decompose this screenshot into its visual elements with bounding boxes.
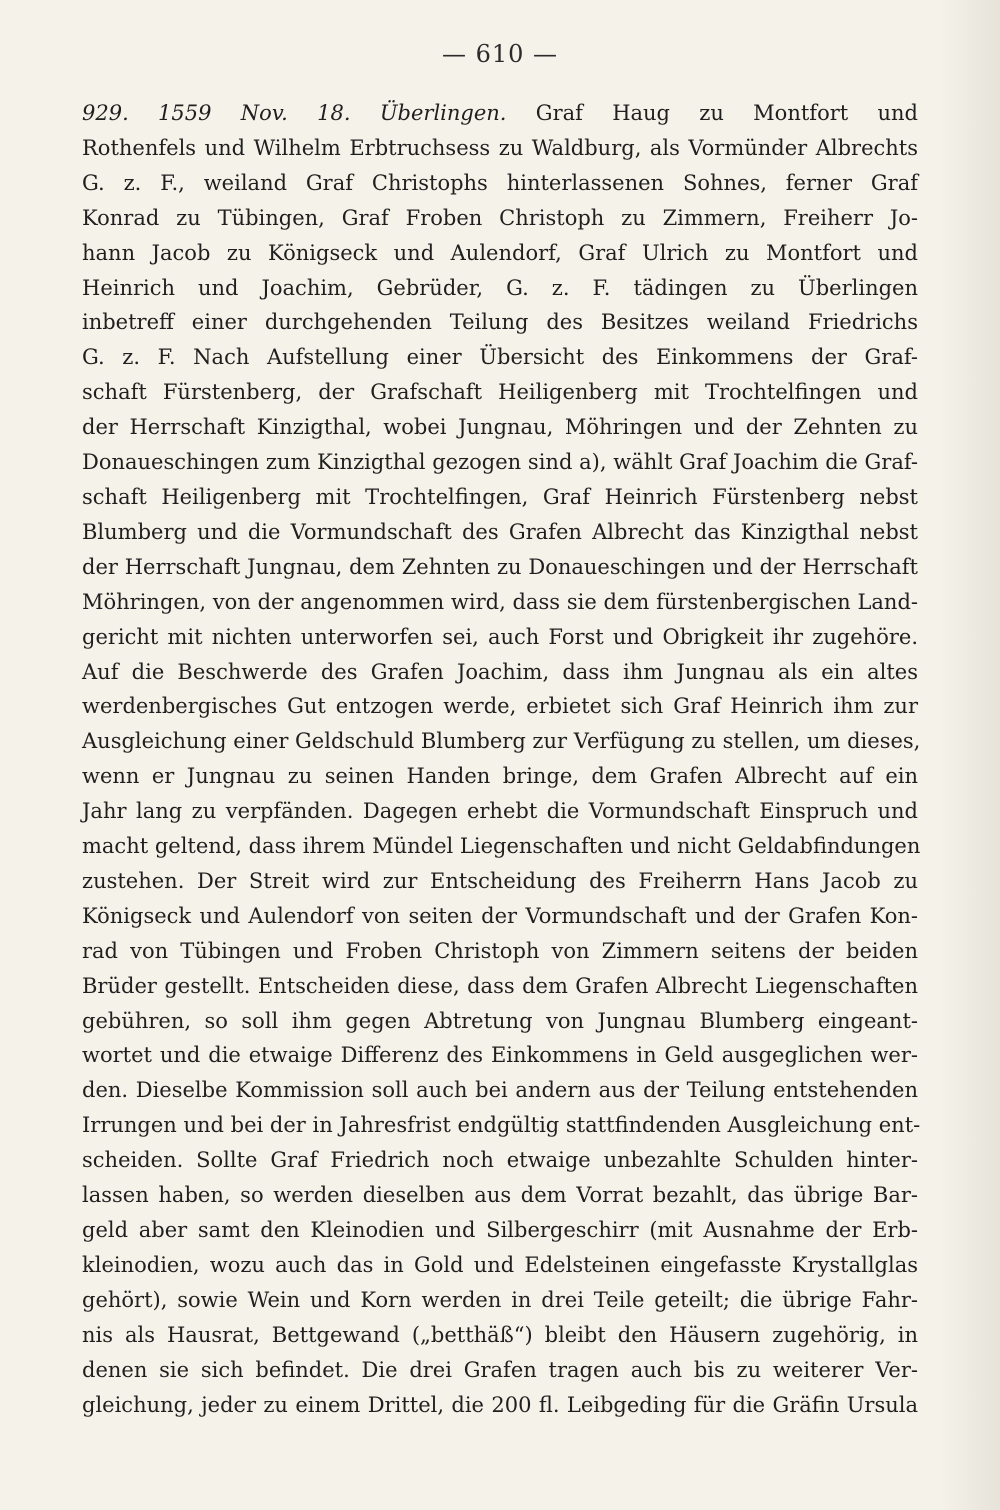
text-line: Irrungen und bei der in Jahresfrist endgültig stattfindenden Ausgleichung ent- <box>82 1113 921 1138</box>
text-line: G. z. F. Nach Aufstellung einer Übersicht des Einkommens der Graf- <box>82 345 918 370</box>
text-line: zustehen. Der Streit wird zur Entscheidung des Freiherrn Hans Jacob zu <box>82 868 918 893</box>
page-edge-shadow <box>940 0 1000 1510</box>
document-entry <box>82 96 921 1422</box>
text-line: der Herrschaft Kinzigthal, wobei Jungnau, Möhringen und der Zehnten zu <box>82 415 918 440</box>
text-line: lassen haben, so werden dieselben aus dem Vorrat bezahlt, das übrige Bar- <box>82 1183 918 1208</box>
text-line: schaft Fürstenberg, der Grafschaft Heiligenberg mit Trochtelfingen und <box>82 380 918 405</box>
text-line: rad von Tübingen und Froben Christoph von Zimmern seitens der beiden <box>82 938 918 963</box>
text-line-1-rest: Graf Haug zu Montfort und <box>535 101 918 125</box>
text-line: Auf die Beschwerde des Grafen Joachim, dass ihm Jungnau als ein altes <box>82 659 918 684</box>
text-line: der Herrschaft Jungnau, dem Zehnten zu Donaueschingen und der Herrschaft <box>82 554 918 579</box>
text-line: Donaueschingen zum Kinzigthal gezogen sind a), wählt Graf Joachim die Graf- <box>82 450 918 475</box>
text-line: Jahr lang zu verpfänden. Dagegen erhebt die Vormundschaft Einspruch und <box>82 799 918 824</box>
text-line: gehört), sowie Wein und Korn werden in drei Teile geteilt; die übrige Fahr- <box>82 1287 918 1312</box>
page-number: — 610 — <box>441 40 559 68</box>
text-line: Blumberg und die Vormundschaft des Grafen Albrecht das Kinzigthal nebst <box>82 519 918 544</box>
text-line: Heinrich und Joachim, Gebrüder, G. z. F. tädingen zu Überlingen <box>82 275 918 300</box>
text-line: Möhringen, von der angenommen wird, dass sie dem fürstenbergischen Land- <box>82 589 918 614</box>
text-line: inbetreff einer durchgehenden Teilung des Besitzes weiland Friedrichs <box>82 310 918 335</box>
text-line: hann Jacob zu Königseck und Aulendorf, Graf Ulrich zu Montfort und <box>82 240 918 265</box>
entry-header: 929. 1559 Nov. 18. Überlingen. <box>82 101 507 125</box>
text-line: scheiden. Sollte Graf Friedrich noch etwaige unbezahlte Schulden hinter- <box>82 1148 918 1173</box>
text-line: Brüder gestellt. Entscheiden diese, dass dem Grafen Albrecht Liegenschaften <box>82 973 918 998</box>
text-line: nis als Hausrat, Bettgewand („betthäß“) bleibt den Häusern zugehörig, in <box>82 1322 918 1347</box>
text-line: gericht mit nichten unterworfen sei, auch Forst und Obrigkeit ihr zugehöre. <box>82 624 918 649</box>
text-line-1 <box>82 96 918 131</box>
text-line: Rothenfels und Wilhelm Erbtruchsess zu Waldburg, als Vormünder Albrechts <box>82 135 918 160</box>
text-line: wenn er Jungnau zu seinen Handen bringe, dem Grafen Albrecht auf ein <box>82 764 918 789</box>
text-line: gleichung, jeder zu einem Drittel, die 200 fl. Leibgeding für die Gräfin Ursula <box>82 1392 918 1417</box>
text-line: geld aber samt den Kleinodien und Silbergeschirr (mit Ausnahme der Erb- <box>82 1218 918 1242</box>
text-line: macht geltend, dass ihrem Mündel Liegenschaften und nicht Geldabfindungen <box>82 834 921 859</box>
text-line: kleinodien, wozu auch das in Gold und Edelsteinen eingefasste Krystallglas <box>82 1252 918 1277</box>
text-line: Ausgleichung einer Geldschuld Blumberg zur Verfügung zu stellen, um dieses, <box>82 729 921 754</box>
text-line: Konrad zu Tübingen, Graf Froben Christoph zu Zimmern, Freiherr Jo- <box>82 205 918 230</box>
text-line: G. z. F., weiland Graf Christophs hinterlassenen Sohnes, ferner Graf <box>82 170 918 195</box>
text-line: schaft Heiligenberg mit Trochtelfingen, Graf Heinrich Fürstenberg nebst <box>82 484 918 509</box>
text-line: denen sie sich befindet. Die drei Grafen tragen auch bis zu weiterer Ver- <box>82 1357 918 1382</box>
text-line: den. Dieselbe Kommission soll auch bei andern aus der Teilung entstehenden <box>82 1078 918 1103</box>
text-line: Königseck und Aulendorf von seiten der Vormundschaft und der Grafen Kon- <box>82 903 918 928</box>
text-line: wortet und die etwaige Differenz des Einkommens in Geld ausgeglichen wer- <box>82 1043 918 1068</box>
text-line: werdenbergisches Gut entzogen werde, erbietet sich Graf Heinrich ihm zur <box>82 694 918 719</box>
text-line: gebühren, so soll ihm gegen Abtretung von Jungnau Blumberg eingeant- <box>82 1008 918 1033</box>
